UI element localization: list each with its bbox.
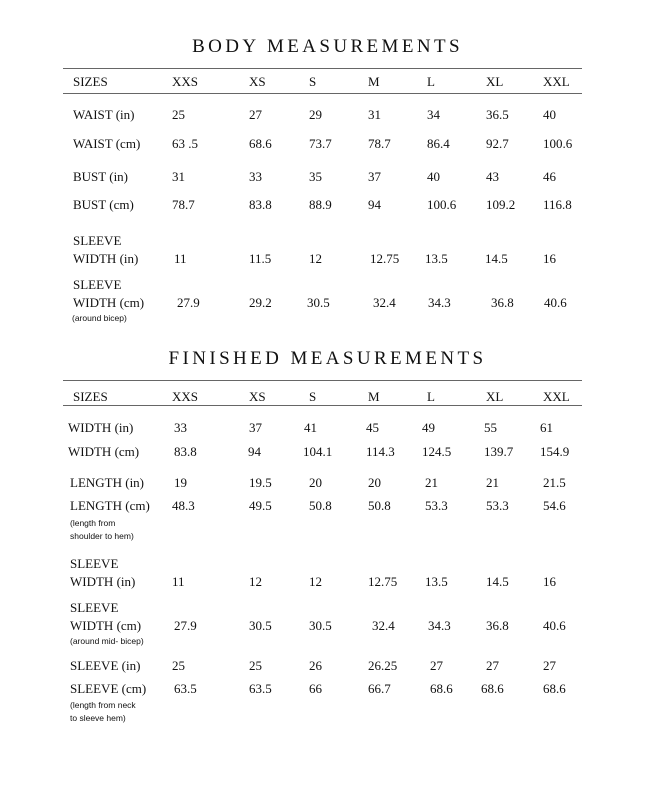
- row-note: shoulder to hem): [70, 531, 134, 541]
- size-header-xxl: XXL: [543, 74, 570, 89]
- cell-value: 49: [422, 420, 435, 435]
- cell-value: 116.8: [543, 197, 572, 212]
- body-measurements-title: BODY MEASUREMENTS: [192, 36, 463, 57]
- cell-value: 49.5: [249, 498, 272, 513]
- size-header-m: M: [368, 74, 380, 89]
- cell-value: 29: [309, 107, 322, 122]
- cell-value: 40: [543, 107, 556, 122]
- cell-value: 54.6: [543, 498, 566, 513]
- body-header-top-rule: [63, 68, 582, 69]
- size-header-xs: XS: [249, 389, 266, 404]
- cell-value: 63 .5: [172, 136, 198, 151]
- cell-value: 19: [174, 475, 187, 490]
- cell-value: 68.6: [249, 136, 272, 151]
- cell-value: 50.8: [368, 498, 391, 513]
- cell-value: 66: [309, 681, 322, 696]
- cell-value: 30.5: [307, 295, 330, 310]
- cell-value: 124.5: [422, 444, 452, 459]
- row-note: (around mid- bicep): [70, 636, 144, 646]
- cell-value: 35: [309, 169, 322, 184]
- row-label: WAIST (cm): [73, 136, 141, 151]
- cell-value: 40: [427, 169, 440, 184]
- cell-value: 83.8: [249, 197, 272, 212]
- cell-value: 36.8: [486, 618, 509, 633]
- cell-value: 12: [309, 574, 322, 589]
- cell-value: 16: [543, 574, 556, 589]
- cell-value: 139.7: [484, 444, 514, 459]
- row-label: SLEEVE (in): [70, 658, 141, 673]
- row-label: BUST (cm): [73, 197, 134, 212]
- finished-header-bottom-rule: [63, 405, 582, 406]
- row-note: (length from: [70, 518, 116, 528]
- row-label: WAIST (in): [73, 107, 135, 122]
- row-label: LENGTH (cm): [70, 498, 150, 513]
- cell-value: 53.3: [486, 498, 509, 513]
- cell-value: 68.6: [543, 681, 566, 696]
- cell-value: 55: [484, 420, 497, 435]
- cell-value: 114.3: [366, 444, 395, 459]
- size-header-xl: XL: [486, 74, 504, 89]
- cell-value: 26: [309, 658, 322, 673]
- cell-value: 83.8: [174, 444, 197, 459]
- size-header-xxl: XXL: [543, 389, 570, 404]
- row-label: SLEEVE (cm): [70, 681, 147, 696]
- cell-value: 25: [172, 107, 185, 122]
- cell-value: 19.5: [249, 475, 272, 490]
- cell-value: 68.6: [481, 681, 504, 696]
- cell-value: 31: [172, 169, 185, 184]
- cell-value: 86.4: [427, 136, 450, 151]
- size-header-xxs: XXS: [172, 389, 199, 404]
- cell-value: 78.7: [172, 197, 195, 212]
- cell-value: 94: [368, 197, 381, 212]
- cell-value: 34.3: [428, 618, 451, 633]
- cell-value: 11: [174, 251, 187, 266]
- cell-value: 100.6: [427, 197, 457, 212]
- cell-value: 100.6: [543, 136, 573, 151]
- cell-value: 27: [249, 107, 262, 122]
- cell-value: 33: [174, 420, 187, 435]
- row-label: LENGTH (in): [70, 475, 145, 490]
- cell-value: 37: [368, 169, 381, 184]
- cell-value: 66.7: [368, 681, 391, 696]
- cell-value: 63.5: [174, 681, 197, 696]
- cell-value: 26.25: [368, 658, 398, 673]
- cell-value: 13.5: [425, 251, 448, 266]
- cell-value: 20: [368, 475, 381, 490]
- cell-value: 27: [543, 658, 556, 673]
- cell-value: 50.8: [309, 498, 332, 513]
- cell-value: 29.2: [249, 295, 272, 310]
- cell-value: 12: [309, 251, 322, 266]
- row-label: WIDTH (in): [73, 251, 139, 266]
- finished-measurements-title: FINISHED MEASUREMENTS: [168, 348, 487, 369]
- cell-value: 16: [543, 251, 556, 266]
- cell-value: 32.4: [373, 295, 396, 310]
- row-label: WIDTH (cm): [70, 618, 142, 633]
- cell-value: 12.75: [370, 251, 400, 266]
- cell-value: 78.7: [368, 136, 391, 151]
- row-label: WIDTH (in): [70, 574, 136, 589]
- cell-value: 11: [172, 574, 185, 589]
- row-note: (around bicep): [72, 313, 127, 323]
- cell-value: 40.6: [544, 295, 567, 310]
- sizes-header: SIZES: [73, 389, 108, 404]
- cell-value: 92.7: [486, 136, 509, 151]
- row-label: WIDTH (in): [68, 420, 134, 435]
- cell-value: 40.6: [543, 618, 566, 633]
- cell-value: 48.3: [172, 498, 195, 513]
- cell-value: 109.2: [486, 197, 516, 212]
- row-label: SLEEVE: [73, 233, 122, 248]
- cell-value: 45: [366, 420, 379, 435]
- cell-value: 53.3: [425, 498, 448, 513]
- cell-value: 43: [486, 169, 499, 184]
- cell-value: 68.6: [430, 681, 453, 696]
- row-label: BUST (in): [73, 169, 129, 184]
- row-note: to sleeve hem): [70, 713, 126, 723]
- size-header-s: S: [309, 74, 317, 89]
- row-label: WIDTH (cm): [68, 444, 140, 459]
- cell-value: 73.7: [309, 136, 332, 151]
- cell-value: 30.5: [249, 618, 272, 633]
- size-header-xxs: XXS: [172, 74, 199, 89]
- cell-value: 21: [486, 475, 499, 490]
- cell-value: 88.9: [309, 197, 332, 212]
- size-header-l: L: [427, 74, 435, 89]
- cell-value: 104.1: [303, 444, 333, 459]
- cell-value: 31: [368, 107, 381, 122]
- row-note: (length from neck: [70, 700, 136, 710]
- cell-value: 36.5: [486, 107, 509, 122]
- row-label: SLEEVE: [70, 600, 119, 615]
- size-header-l: L: [427, 389, 435, 404]
- size-header-xl: XL: [486, 389, 504, 404]
- cell-value: 27: [486, 658, 499, 673]
- finished-header-top-rule: [63, 380, 582, 381]
- cell-value: 12.75: [368, 574, 398, 589]
- row-label: WIDTH (cm): [73, 295, 145, 310]
- cell-value: 21: [425, 475, 438, 490]
- row-label: SLEEVE: [73, 277, 122, 292]
- cell-value: 46: [543, 169, 556, 184]
- cell-value: 25: [249, 658, 262, 673]
- cell-value: 32.4: [372, 618, 395, 633]
- cell-value: 13.5: [425, 574, 448, 589]
- size-header-m: M: [368, 389, 380, 404]
- cell-value: 34: [427, 107, 440, 122]
- cell-value: 34.3: [428, 295, 451, 310]
- cell-value: 94: [248, 444, 261, 459]
- cell-value: 14.5: [486, 574, 509, 589]
- cell-value: 33: [249, 169, 262, 184]
- row-label: SLEEVE: [70, 556, 119, 571]
- cell-value: 63.5: [249, 681, 272, 696]
- cell-value: 154.9: [540, 444, 570, 459]
- cell-value: 21.5: [543, 475, 566, 490]
- cell-value: 61: [540, 420, 553, 435]
- cell-value: 14.5: [485, 251, 508, 266]
- sizes-header: SIZES: [73, 74, 108, 89]
- cell-value: 20: [309, 475, 322, 490]
- cell-value: 27.9: [174, 618, 197, 633]
- cell-value: 25: [172, 658, 185, 673]
- body-header-bottom-rule: [63, 93, 582, 94]
- cell-value: 11.5: [249, 251, 272, 266]
- cell-value: 41: [304, 420, 317, 435]
- size-header-s: S: [309, 389, 317, 404]
- size-header-xs: XS: [249, 74, 266, 89]
- cell-value: 27.9: [177, 295, 200, 310]
- cell-value: 36.8: [491, 295, 514, 310]
- cell-value: 30.5: [309, 618, 332, 633]
- cell-value: 27: [430, 658, 443, 673]
- cell-value: 12: [249, 574, 262, 589]
- cell-value: 37: [249, 420, 262, 435]
